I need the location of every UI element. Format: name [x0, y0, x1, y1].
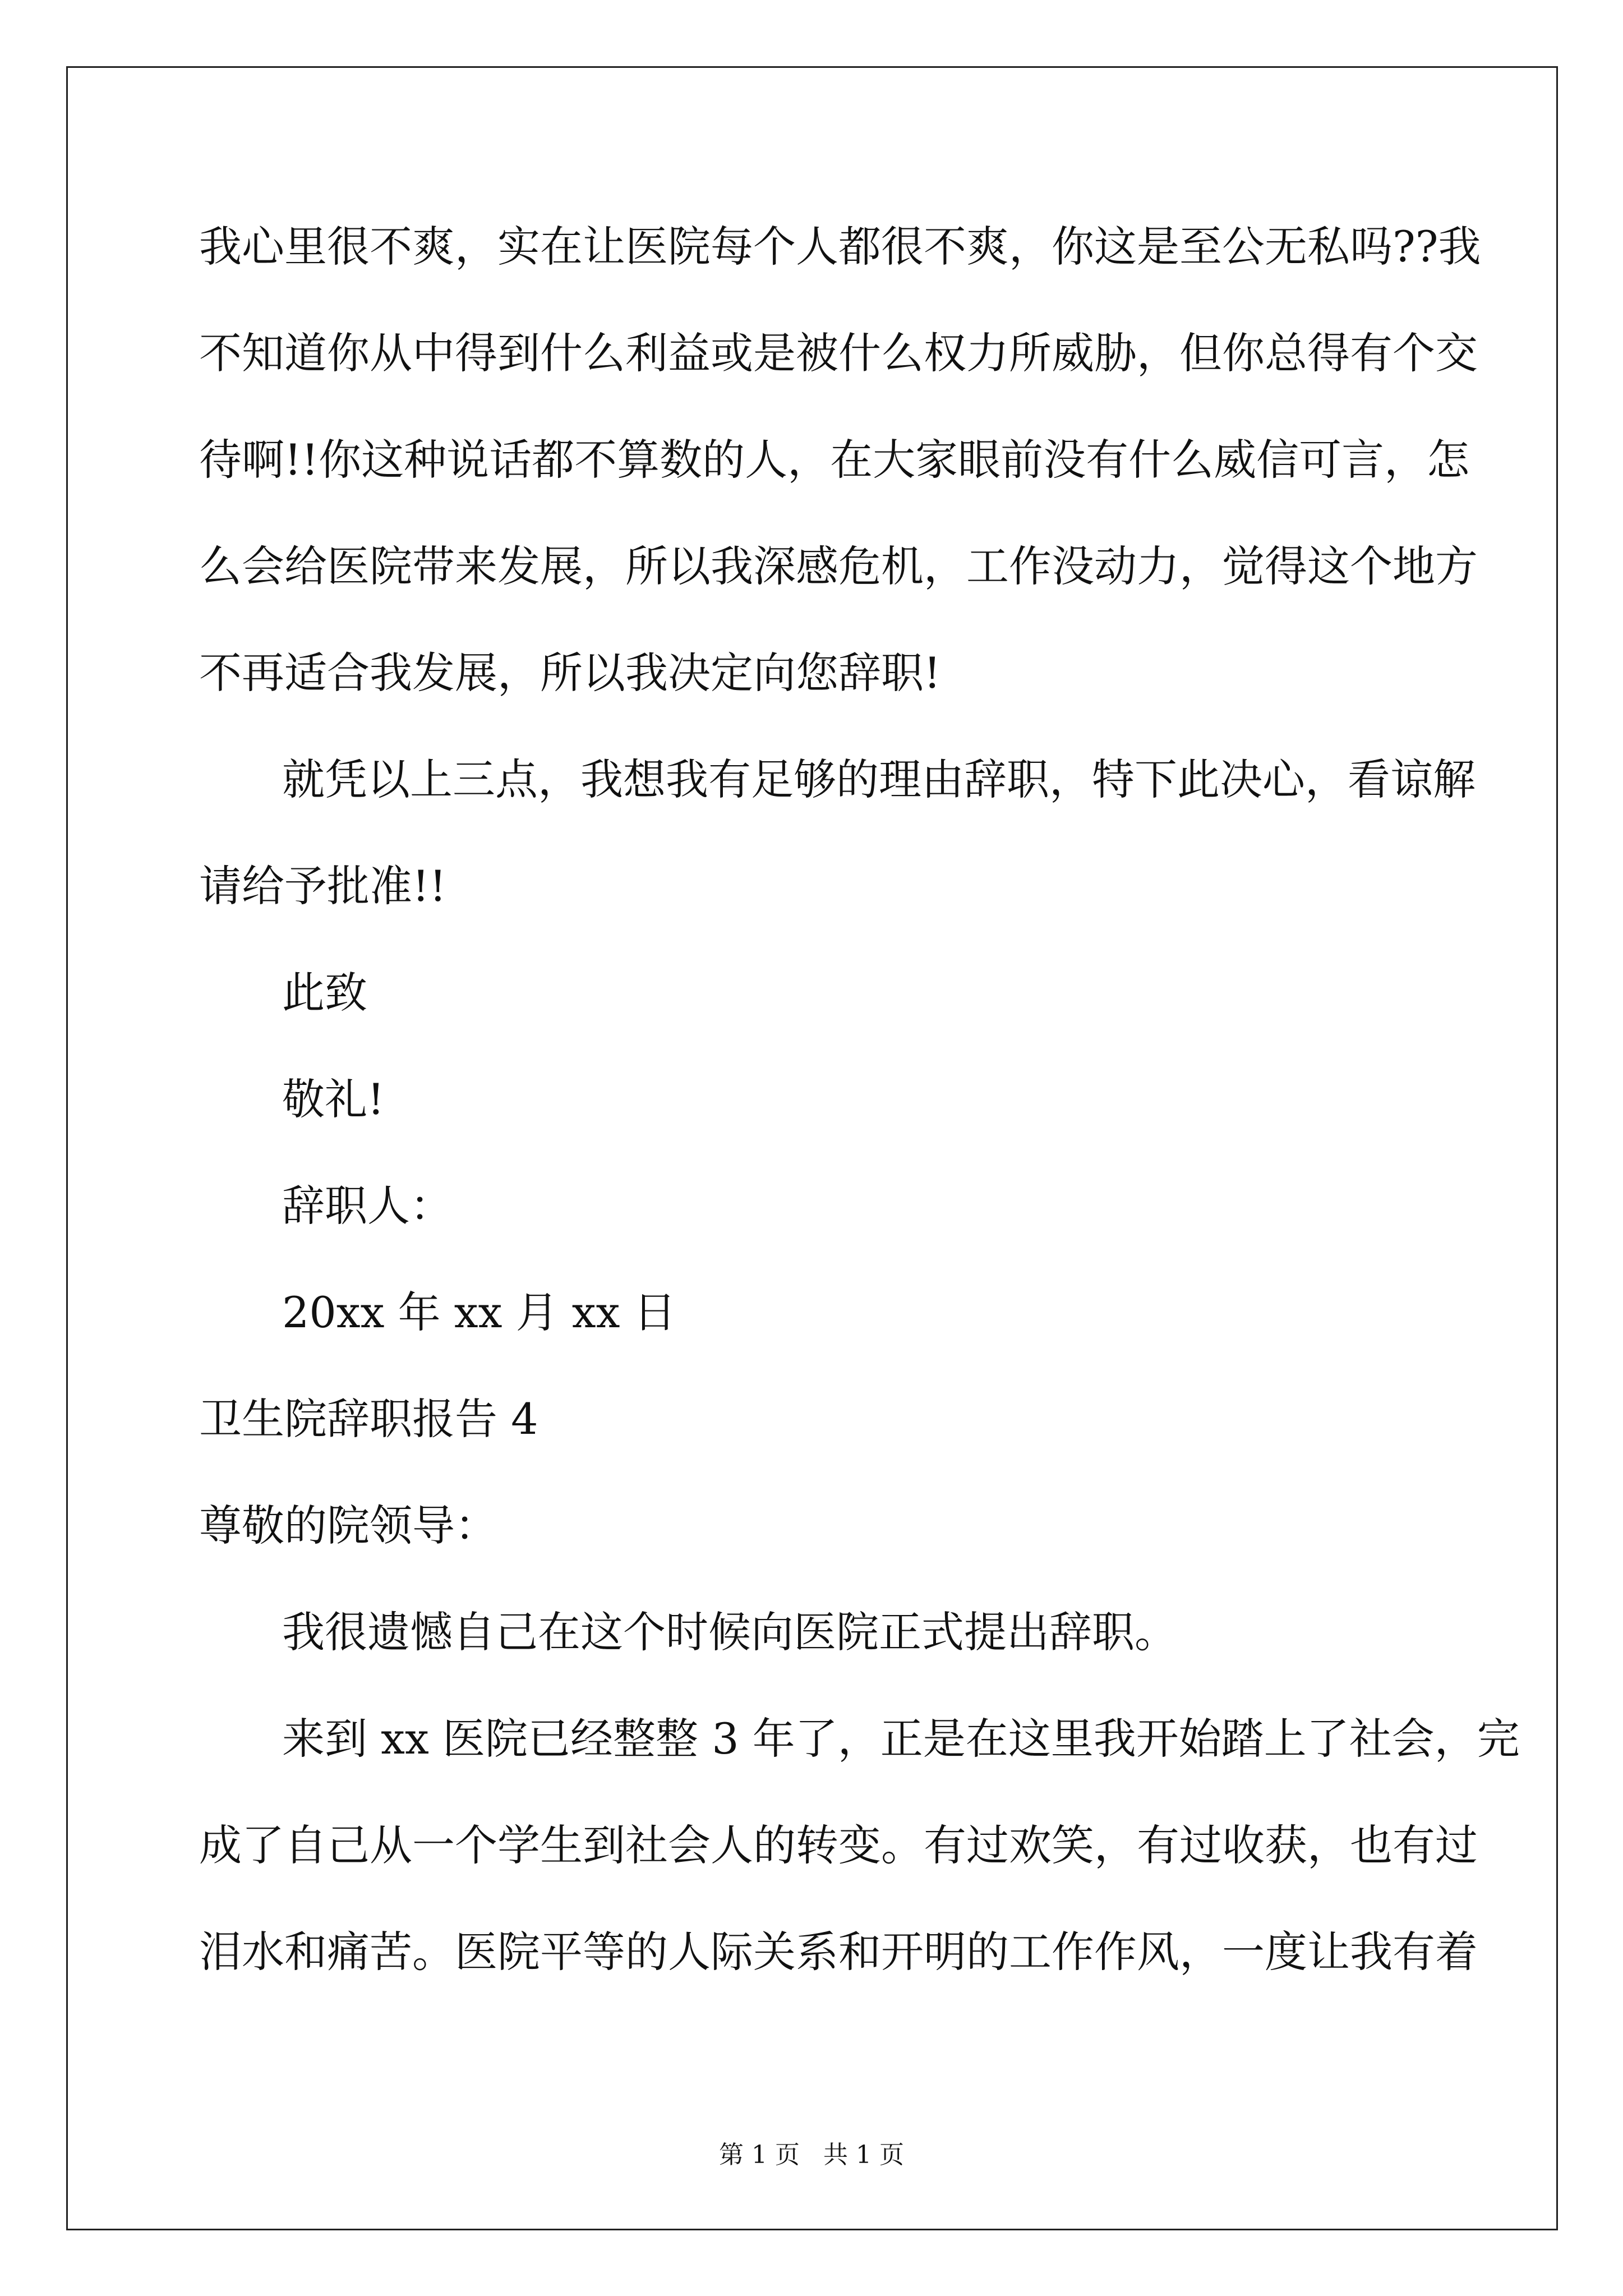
closing-regards: 敬礼!	[282, 1074, 385, 1124]
text-line: 不再适合我发展，所以我决定向您辞职!	[199, 648, 941, 698]
text-line: 来到 xx 医院已经整整 3 年了，正是在这里我开始踏上了社会，完	[282, 1714, 1520, 1764]
signature-label: 辞职人：	[282, 1181, 453, 1231]
closing-salutation: 此致	[282, 968, 367, 1018]
text-line: 待啊!!你这种说话都不算数的人，在大家眼前没有什么威信可言，怎	[199, 435, 1470, 485]
text-line: 不知道你从中得到什么利益或是被什么权力所威胁，但你总得有个交	[199, 328, 1478, 378]
page-number-footer: 第 1 页 共 1 页	[719, 2141, 904, 2169]
section-heading: 卫生院辞职报告 4	[199, 1394, 538, 1444]
text-line: 我心里很不爽，实在让医院每个人都很不爽，你这是至公无私吗??我	[199, 222, 1481, 272]
text-line: 就凭以上三点，我想我有足够的理由辞职，特下此决心，看谅解	[282, 754, 1476, 804]
text-line: 请给予批准!!	[199, 861, 447, 911]
text-line: 成了自己从一个学生到社会人的转变。有过欢笑，有过收获，也有过	[199, 1820, 1478, 1870]
text-line: 我很遗憾自己在这个时候向医院正式提出辞职。	[282, 1607, 1177, 1657]
page-border	[66, 66, 1558, 2230]
text-line: 么会给医院带来发展，所以我深感危机，工作没动力，觉得这个地方	[199, 541, 1478, 591]
text-line: 泪水和痛苦。医院平等的人际关系和开明的工作作风，一度让我有着	[199, 1927, 1478, 1977]
date-line: 20xx 年 xx 月 xx 日	[282, 1287, 676, 1337]
greeting-line: 尊敬的院领导：	[199, 1501, 497, 1550]
